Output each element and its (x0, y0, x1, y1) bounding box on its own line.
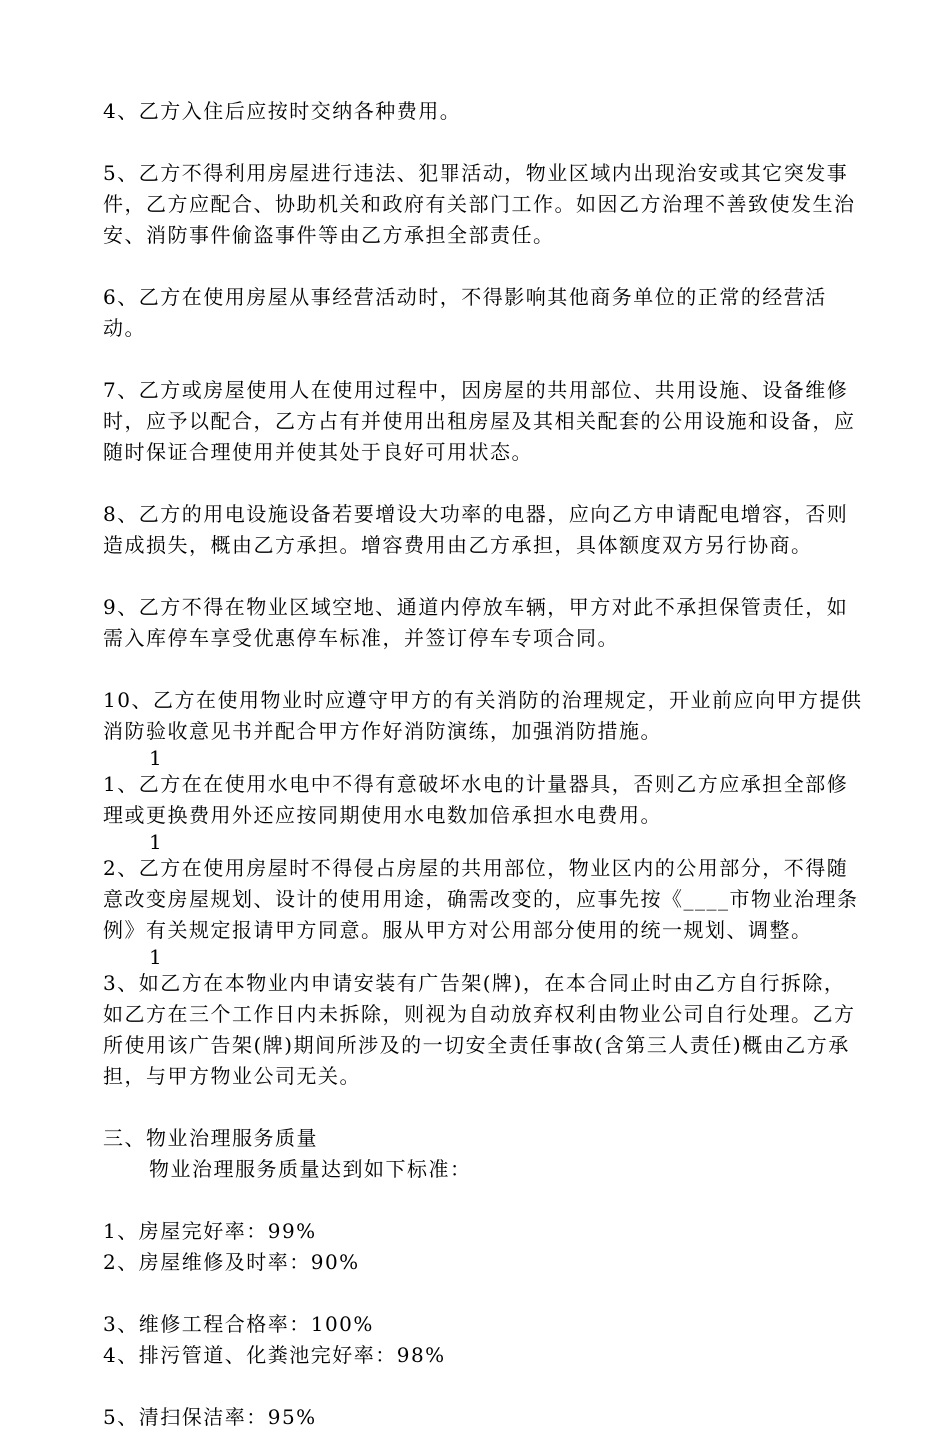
clause-4: 4、乙方入住后应按时交纳各种费用。 (103, 99, 462, 123)
quality-item: 5、清扫保洁率：95% (103, 1405, 317, 1429)
document-page (103, 96, 863, 1433)
section-heading: 三、物业治理服务质量 (103, 1126, 318, 1150)
quality-item: 2、房屋维修及时率：90% (103, 1250, 360, 1274)
section-intro: 物业治理服务质量达到如下标准： (149, 1157, 472, 1181)
clause-13: 3、如乙方在本物业内申请安装有广告架(牌)，在本合同止时由乙方自行拆除，如乙方在三个工作日内未拆除，则视为自动放弃权利由物业公司自行处理。乙方所使用该广告架(牌)期间所涉及的一切安全责任事故(含第三人责任)概由乙方承担，与甲方物业公司无关。 (103, 971, 856, 1088)
footnote-marker: 1 (149, 945, 162, 969)
quality-item: 1、房屋完好率：99% (103, 1219, 317, 1243)
footnote-marker: 1 (149, 830, 162, 854)
clause-9: 9、乙方不得在物业区域空地、通道内停放车辆，甲方对此不承担保管责任，如需入库停车享受优惠停车标准，并签订停车专项合同。 (103, 595, 849, 650)
clause-5: 5、乙方不得利用房屋进行违法、犯罪活动，物业区域内出现治安或其它突发事件，乙方应配合、协助机关和政府有关部门工作。如因乙方治理不善致使发生治安、消防事件偷盗事件等由乙方承担全部责任。 (103, 161, 856, 247)
clause-8: 8、乙方的用电设施设备若要增设大功率的电器，应向乙方申请配电增容，否则造成损失，概由乙方承担。增容费用由乙方承担，具体额度双方另行协商。 (103, 502, 849, 557)
footnote-marker: 1 (149, 746, 162, 770)
clause-12: 2、乙方在使用房屋时不得侵占房屋的共用部位，物业区内的公用部分，不得随意改变房屋规划、设计的使用用途，确需改变的，应事先按《____市物业治理条例》有关规定报请甲方同意。服从甲方对公用部分使用的统一规划、调整。 (103, 856, 859, 942)
quality-item: 3、维修工程合格率：100% (103, 1312, 374, 1336)
clause-6: 6、乙方在使用房屋从事经营活动时，不得影响其他商务单位的正常的经营活动。 (103, 285, 827, 340)
clause-10: 10、乙方在使用物业时应遵守甲方的有关消防的治理规定，开业前应向甲方提供消防验收意见书并配合甲方作好消防演练，加强消防措施。 (103, 688, 863, 743)
clause-7: 7、乙方或房屋使用人在使用过程中，因房屋的共用部位、共用设施、设备维修时，应予以配合，乙方占有并使用出租房屋及其相关配套的公用设施和设备，应随时保证合理使用并使其处于良好可用状态。 (103, 378, 856, 464)
quality-item: 4、排污管道、化粪池完好率：98% (103, 1343, 446, 1367)
clause-11: 1、乙方在在使用水电中不得有意破坏水电的计量器具，否则乙方应承担全部修理或更换费用外还应按同期使用水电数加倍承担水电费用。 (103, 772, 849, 827)
